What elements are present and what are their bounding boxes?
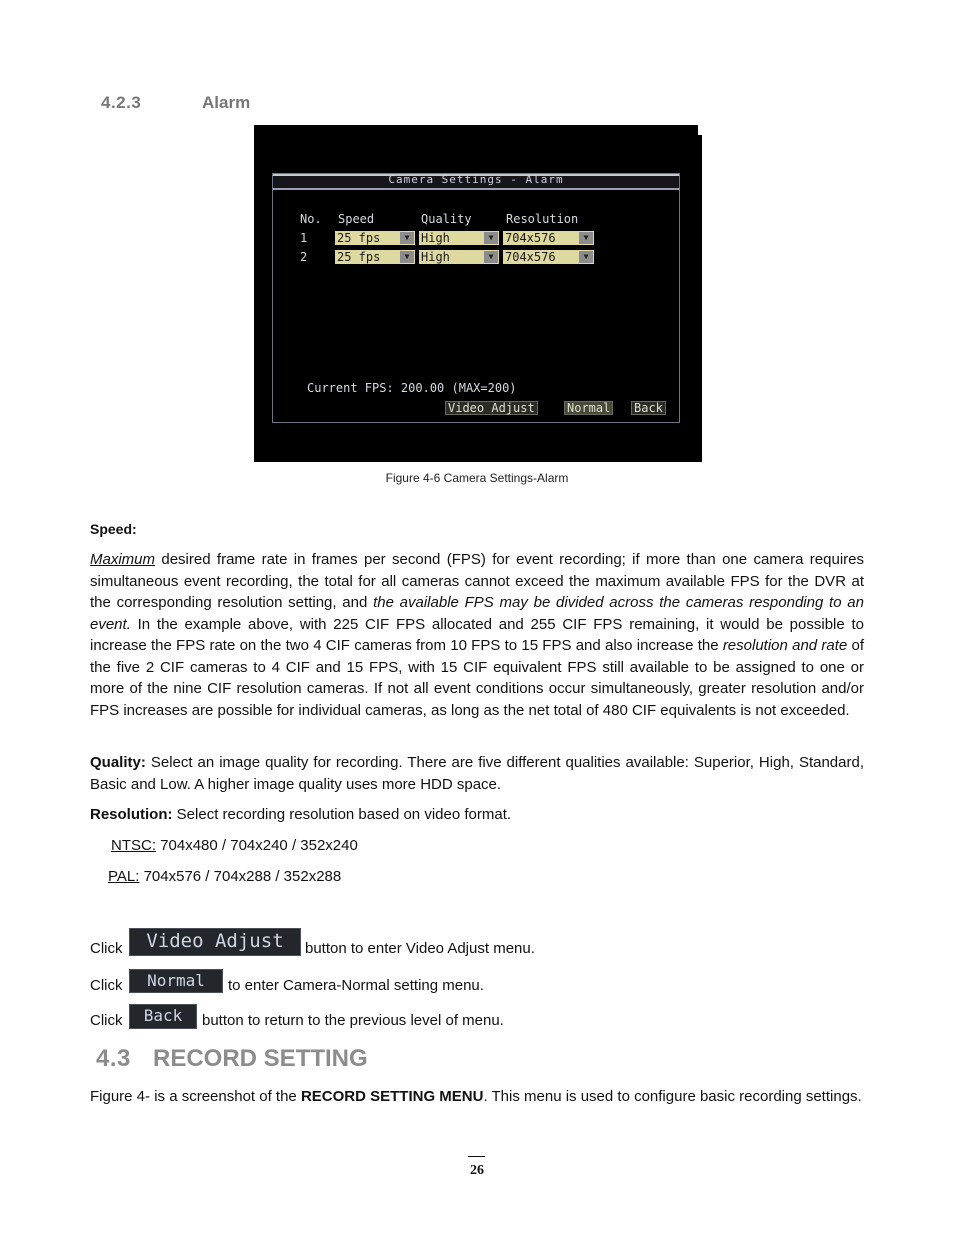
page-number: 26 (470, 1163, 484, 1178)
dvr-title: Camera Settings - Alarm (388, 173, 564, 186)
current-fps-readout: Current FPS: 200.00 (MAX=200) (307, 381, 517, 395)
ntsc-line: NTSC: 704x480 / 704x240 / 352x240 (111, 837, 358, 854)
resolution-label: Resolution: (90, 806, 173, 823)
chevron-down-icon: ▼ (579, 232, 593, 244)
back-inline-button: Back (129, 1004, 197, 1029)
chevron-down-icon: ▼ (484, 251, 498, 263)
column-header-resolution: Resolution (506, 212, 579, 226)
column-header-speed: Speed (338, 212, 375, 226)
resolution-dropdown[interactable] (503, 231, 594, 245)
chevron-down-icon: ▼ (400, 232, 414, 244)
section-title: Alarm (202, 93, 251, 112)
video-adjust-button[interactable]: Video Adjust (445, 401, 538, 415)
click-label: Click (90, 940, 123, 957)
chevron-down-icon: ▼ (579, 251, 593, 263)
video-adjust-description: button to enter Video Adjust menu. (305, 940, 535, 957)
column-header-no: No. (300, 212, 322, 226)
quality-dropdown[interactable] (419, 231, 499, 245)
chevron-down-icon: ▼ (400, 251, 414, 263)
quality-paragraph: Quality: Select an image quality for recording. There are five different qualities available: Superior, High, Standard, Basic and Low. A higher image quality uses more HDD space. (90, 754, 864, 793)
quality-label: Quality: (90, 754, 146, 771)
speed-paragraph: Maximum desired frame rate in frames per second (FPS) for event recording; if more than one camera requires simultaneous event recording, the total for all cameras cannot exceed the maximum available FPS for the DVR at the corresponding resolution setting, and the available FPS may be divided across the cameras responding to an event. In the example above, with 225 CIF FPS allocated and 255 CIF FPS remaining, it would be possible to increase the FPS rate on the two 4 CIF cameras from 10 FPS to 15 FPS and also increase the resolution and rate of the five 2 CIF cameras to 4 CIF and 15 FPS, with 15 CIF equivalent FPS still available to be assigned to one or more of the nine CIF resolution cameras. If not all event conditions occur simultaneously, greater resolution and/or FPS increases are possible for individual cameras, as long as the net total of 480 CIF equivalents is not exceeded. (90, 551, 864, 719)
chevron-down-icon: ▼ (484, 232, 498, 244)
section-number: 4.2.3 (101, 93, 142, 112)
quality-dropdown[interactable] (419, 250, 499, 264)
quality-value: High (421, 231, 450, 245)
column-header-quality: Quality (421, 212, 472, 226)
resolution-value: 704x576 (505, 231, 556, 245)
section-4-3-title: RECORD SETTING (153, 1045, 368, 1072)
speed-value: 25 fps (337, 231, 381, 245)
resolution-paragraph: Resolution: Select recording resolution based on video format. (90, 806, 512, 823)
normal-inline-button: Normal (129, 969, 223, 993)
footer-rule (468, 1156, 485, 1157)
normal-button[interactable]: Normal (564, 401, 613, 415)
maximum-term: Maximum (90, 551, 156, 568)
speed-value: 25 fps (337, 250, 381, 264)
video-adjust-inline-button: Video Adjust (129, 928, 301, 956)
row-number: 1 (300, 231, 308, 245)
resolution-value: 704x576 (505, 250, 556, 264)
record-setting-paragraph: Figure 4- is a screenshot of the RECORD SETTING MENU. This menu is used to configure basic recording settings. (90, 1088, 862, 1105)
click-label: Click (90, 1012, 123, 1029)
quality-value: High (421, 250, 450, 264)
speed-dropdown[interactable] (335, 250, 415, 264)
back-button[interactable]: Back (631, 401, 666, 415)
speed-dropdown[interactable] (335, 231, 415, 245)
pal-line: PAL: 704x576 / 704x288 / 352x288 (108, 868, 342, 885)
figure-caption: Figure 4-6 Camera Settings-Alarm (385, 471, 569, 485)
speed-heading: Speed: (90, 521, 137, 537)
row-number: 2 (300, 250, 308, 264)
back-description: button to return to the previous level of menu. (202, 1012, 504, 1029)
section-4-3-number: 4.3 (96, 1045, 131, 1072)
click-label: Click (90, 977, 123, 994)
normal-description: to enter Camera-Normal setting menu. (228, 977, 484, 994)
resolution-dropdown[interactable] (503, 250, 594, 264)
dvr-corner-mark (698, 125, 702, 135)
